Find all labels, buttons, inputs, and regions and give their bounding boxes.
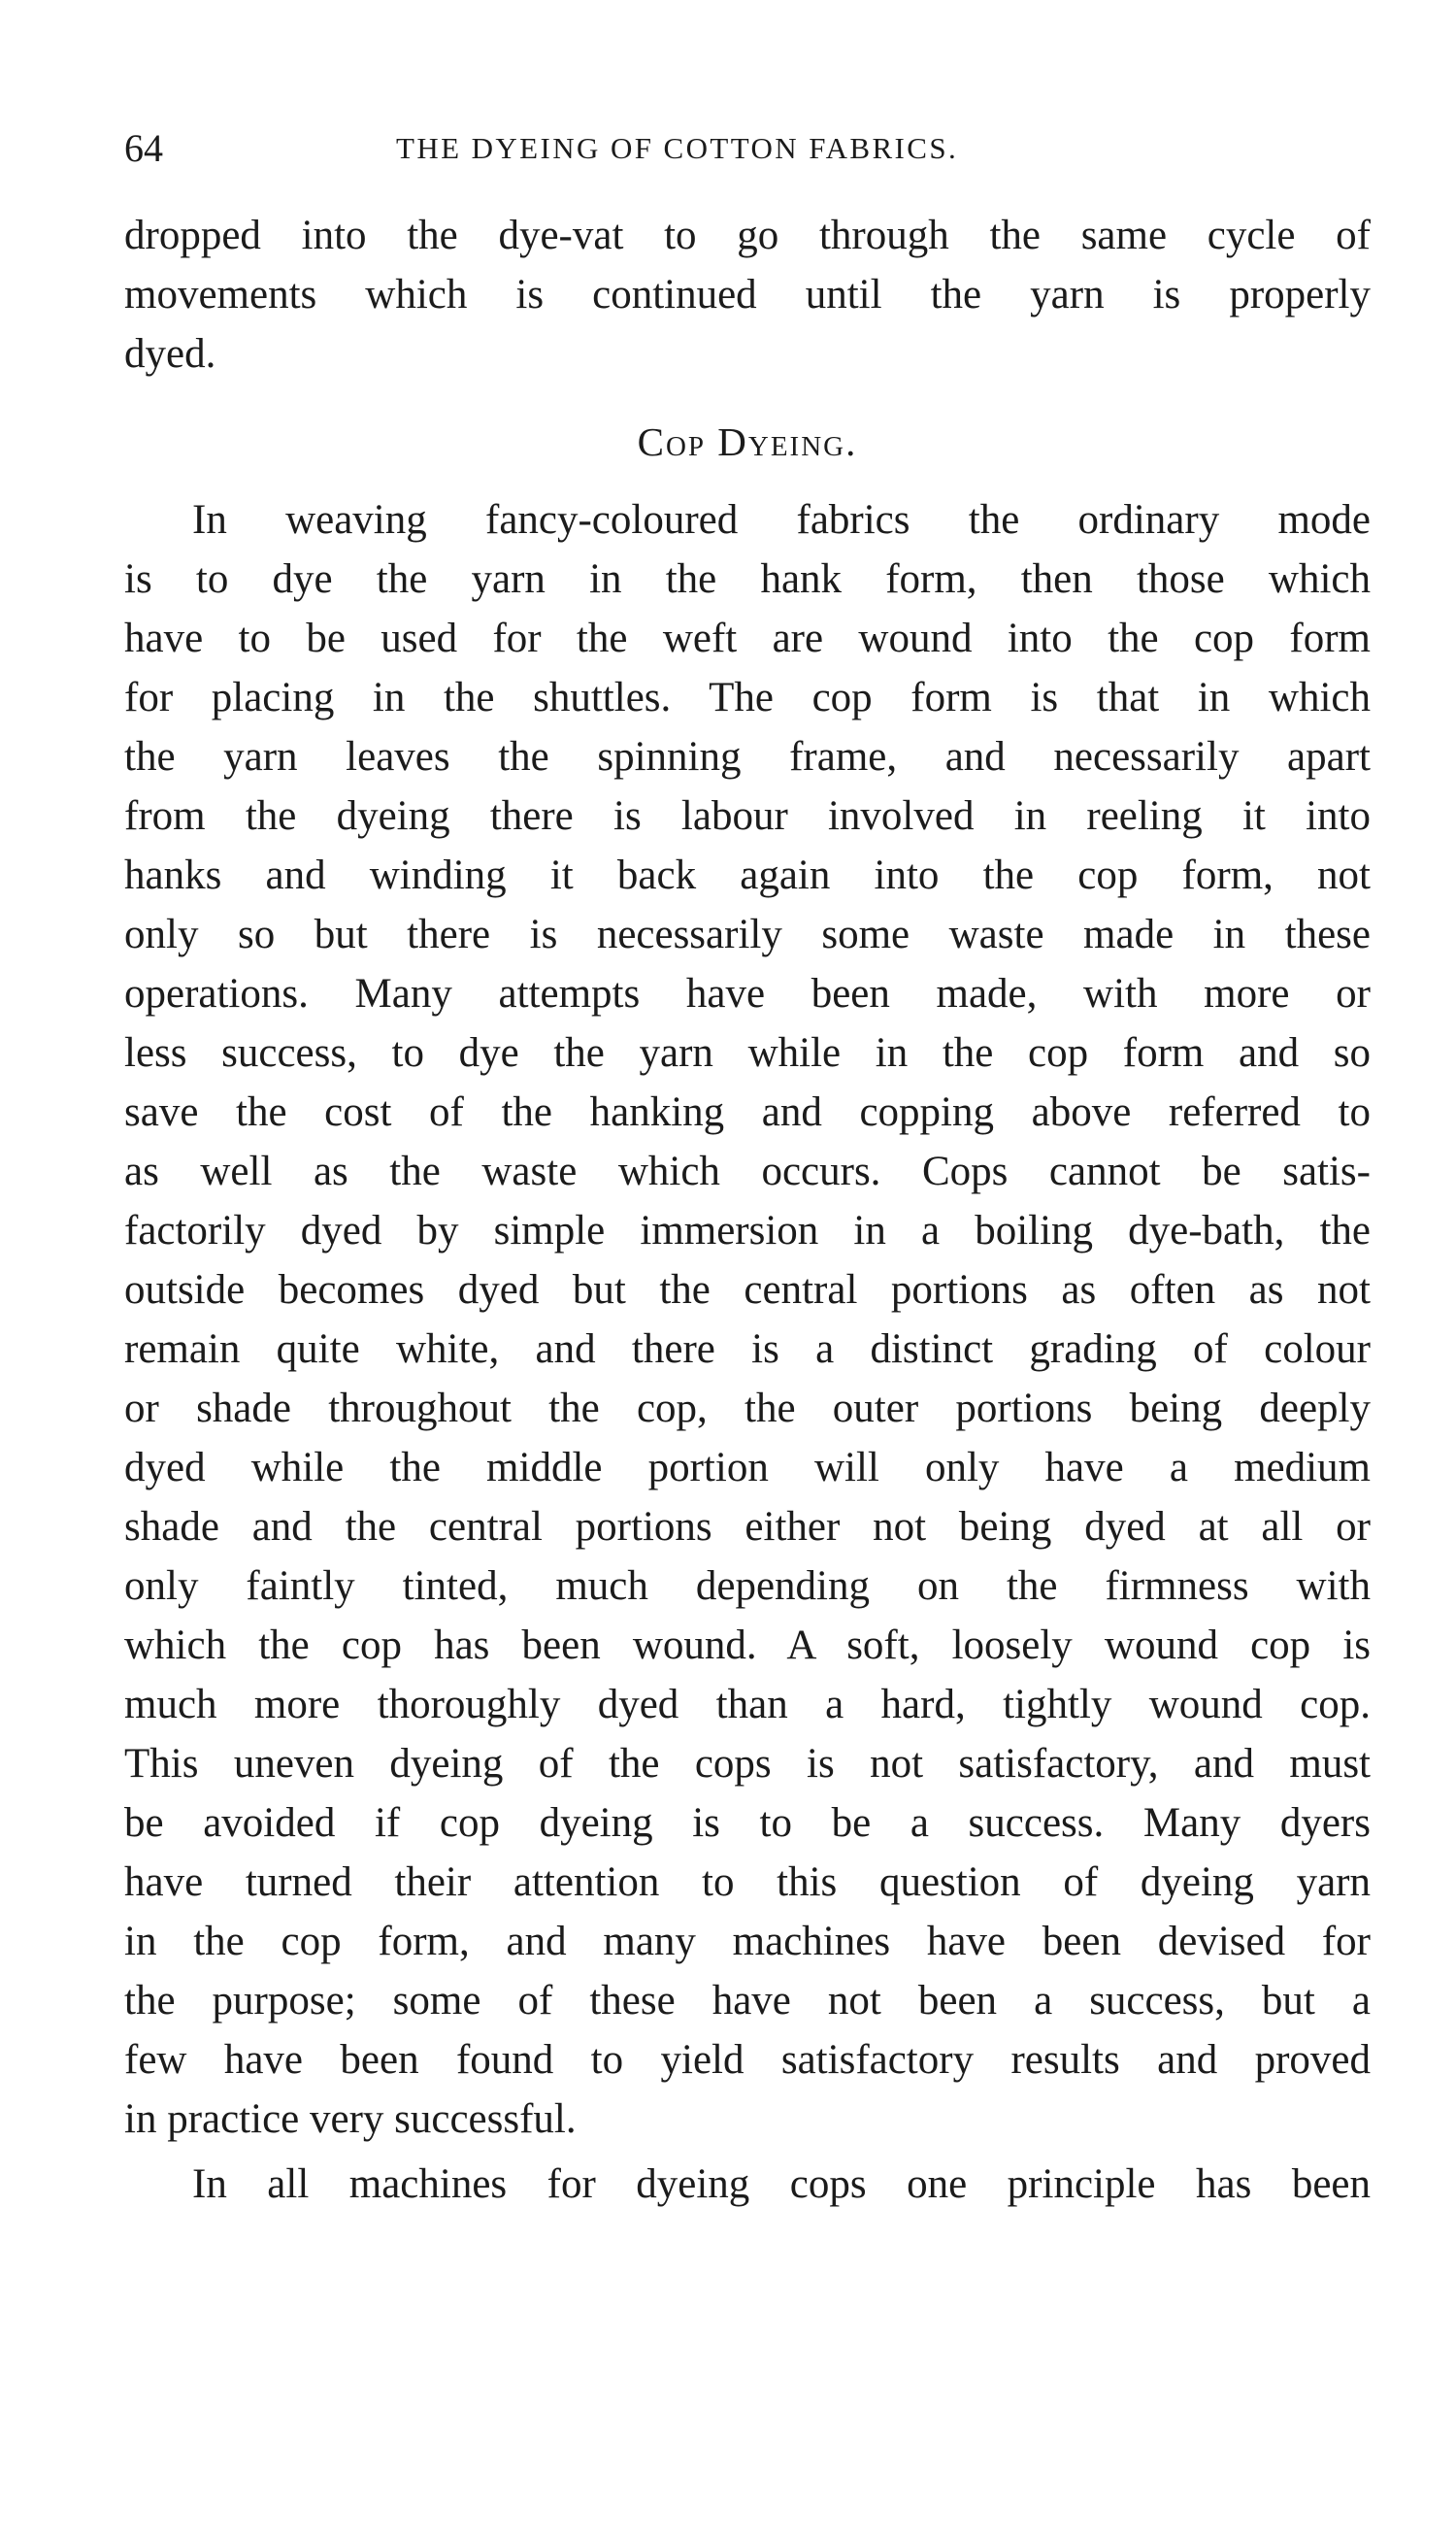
text-line: outside becomes dyed but the central portions as often as not bbox=[124, 1267, 1371, 1313]
text-line: shade and the central portions either not being dyed at all or bbox=[124, 1504, 1371, 1550]
text-line: movements which is continued until the yarn is properly bbox=[124, 272, 1371, 318]
running-head bbox=[124, 124, 1371, 173]
text-line: only so but there is necessarily some waste made in these bbox=[124, 912, 1371, 957]
text-line: for placing in the shuttles. The cop form is that in which bbox=[124, 675, 1371, 720]
text-line: which the cop has been wound. A soft, loosely wound cop is bbox=[124, 1622, 1371, 1668]
text-line: have to be used for the weft are wound into the cop form bbox=[124, 616, 1371, 661]
text-line: factorily dyed by simple immersion in a boiling dye-bath, the bbox=[124, 1208, 1371, 1254]
section-heading: Cop Dyeing. bbox=[637, 419, 858, 464]
body-text bbox=[124, 206, 1371, 2214]
text-line: as well as the waste which occurs. Cops cannot be satis- bbox=[124, 1149, 1371, 1194]
text-line: dyed. bbox=[124, 331, 216, 377]
text-line: hanks and winding it back again into the cop form, not bbox=[124, 853, 1371, 898]
text-line: be avoided if cop dyeing is to be a success. Many dyers bbox=[124, 1800, 1371, 1846]
text-line: remain quite white, and there is a distinct grading of colour bbox=[124, 1326, 1371, 1372]
text-line: in practice very successful. bbox=[124, 2096, 577, 2142]
text-line: from the dyeing there is labour involved in reeling it into bbox=[124, 793, 1371, 839]
text-line: much more thoroughly dyed than a hard, tightly wound cop. bbox=[124, 1682, 1371, 1727]
text-line: the purpose; some of these have not been a success, but a bbox=[124, 1978, 1371, 2024]
text-line: the yarn leaves the spinning frame, and necessarily apart bbox=[124, 734, 1371, 780]
text-line: have turned their attention to this question of dyeing yarn bbox=[124, 1859, 1371, 1905]
text-line: few have been found to yield satisfactory results and proved bbox=[124, 2037, 1371, 2083]
text-line: is to dye the yarn in the hank form, then those which bbox=[124, 556, 1371, 602]
text-line: dropped into the dye-vat to go through the same cycle of bbox=[124, 213, 1371, 258]
text-line: or shade throughout the cop, the outer portions being deeply bbox=[124, 1386, 1371, 1431]
text-line: In weaving fancy-coloured fabrics the ordinary mode bbox=[192, 497, 1371, 543]
running-title: THE DYEING OF COTTON FABRICS. bbox=[396, 131, 959, 165]
text-line: only faintly tinted, much depending on the firmness with bbox=[124, 1563, 1371, 1609]
text-line: save the cost of the hanking and copping above referred to bbox=[124, 1089, 1371, 1135]
text-line: operations. Many attempts have been made, with more or bbox=[124, 971, 1371, 1017]
page-number: 64 bbox=[124, 126, 163, 170]
text-line: This uneven dyeing of the cops is not satisfactory, and must bbox=[124, 1741, 1371, 1787]
text-line: dyed while the middle portion will only have a medium bbox=[124, 1445, 1371, 1490]
text-line: in the cop form, and many machines have been devised for bbox=[124, 1919, 1371, 1964]
text-line: less success, to dye the yarn while in the cop form and so bbox=[124, 1030, 1371, 1076]
text-line: In all machines for dyeing cops one principle has been bbox=[192, 2161, 1371, 2207]
